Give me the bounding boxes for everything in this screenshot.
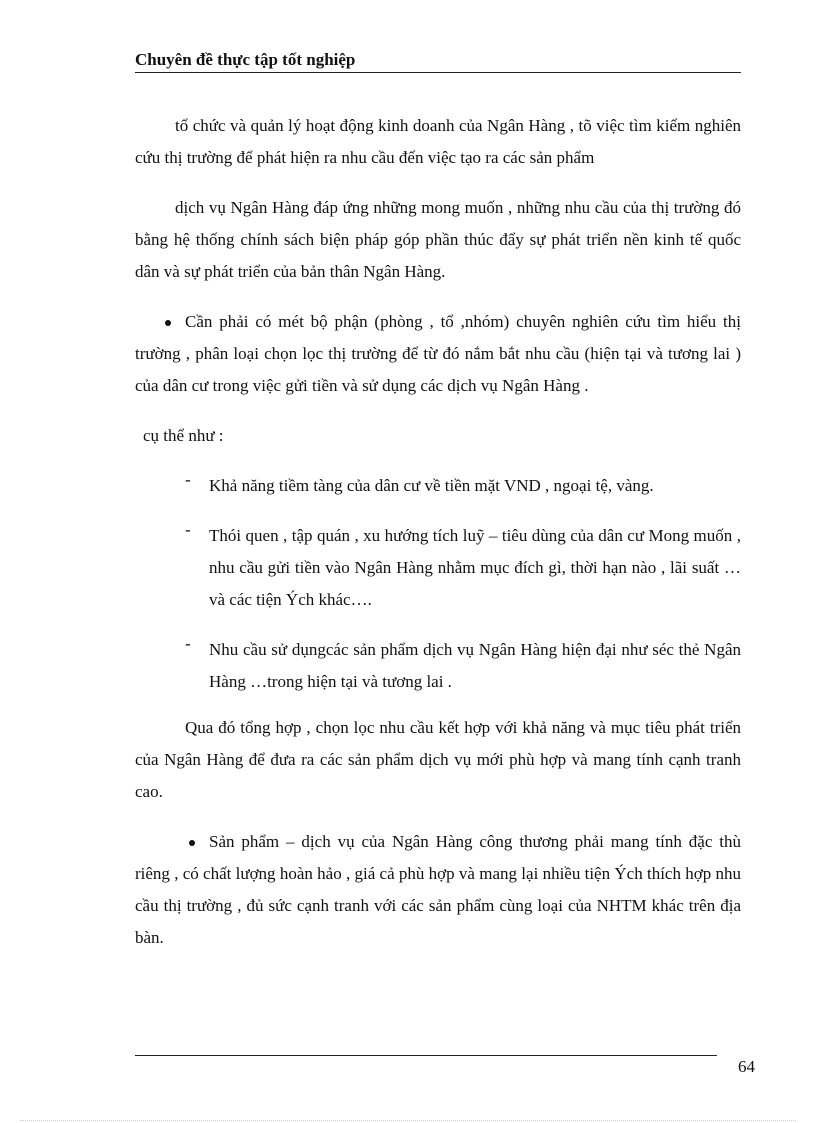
paragraph: Qua đó tổng hợp , chọn lọc nhu cầu kết hợp với khả năng và mục tiêu phát triển của Ngân Hàng để đưa ra các sản phẩm dịch vụ mới phù hợp và mang tính cạnh tranh cao.: [135, 718, 741, 801]
bullet-icon: [189, 840, 195, 846]
footer-divider: [135, 1055, 717, 1056]
document-body: [135, 110, 741, 954]
dash-item-text: Nhu cầu sử dụngcác sản phẩm dịch vụ Ngân Hàng hiện đại như séc thẻ Ngân Hàng …trong hiện tại và tương lai .: [209, 640, 741, 691]
dash-marker: -: [185, 520, 191, 539]
page-number: 64: [738, 1057, 755, 1076]
dash-list-item: [185, 470, 741, 502]
dash-marker: -: [185, 634, 191, 653]
page-bottom-edge: [20, 1120, 796, 1121]
bullet-text: Sản phẩm – dịch vụ của Ngân Hàng công thương phải mang tính đặc thù riêng , có chất lượng hoàn hảo , giá cả phù hợp và mang lại nhiều tiện Ých thích hợp nhu cầu thị trường , đủ sức cạnh tranh với các sản phẩm cùng loại của NHTM khác trên địa bàn.: [135, 832, 741, 947]
dash-list-item: [185, 520, 741, 616]
dash-list: [185, 470, 741, 698]
dash-list-item: [185, 634, 741, 698]
paragraph: cụ thể như :: [143, 426, 224, 445]
dash-marker: -: [185, 470, 191, 489]
paragraph: tổ chức và quản lý hoạt động kinh doanh của Ngân Hàng , tõ việc tìm kiếm nghiên cứu thị trường để phát hiện ra nhu cầu đến việc tạo ra các sản phẩm: [135, 116, 741, 167]
page-header-title: Chuyên đề thực tập tốt nghiệp: [135, 50, 741, 73]
bullet-item: [135, 826, 741, 954]
dash-item-text: Thói quen , tập quán , xu hướng tích luỹ – tiêu dùng của dân cư Mong muốn , nhu cầu gửi tiền vào Ngân Hàng nhằm mục đích gì, thời hạn nào , lãi suất …và các tiện Ých khác….: [209, 526, 741, 609]
bullet-item: [135, 306, 741, 402]
bullet-icon: [165, 320, 171, 326]
bullet-text: Cần phải có mét bộ phận (phòng , tổ ,nhóm) chuyên nghiên cứu tìm hiểu thị trường , phân loại chọn lọc thị trường để từ đó nắm bắt nhu cầu (hiện tại và tương lai ) của dân cư trong việc gửi tiền và sử dụng các dịch vụ Ngân Hàng .: [135, 312, 741, 395]
paragraph: dịch vụ Ngân Hàng đáp ứng những mong muốn , những nhu cầu của thị trường đó bằng hệ thống chính sách biện pháp góp phần thúc đẩy sự phát triển nền kinh tế quốc dân và sự phát triển của bản thân Ngân Hàng.: [135, 198, 741, 281]
dash-item-text: Khả năng tiềm tàng của dân cư về tiền mặt VND , ngoại tệ, vàng.: [209, 476, 654, 495]
